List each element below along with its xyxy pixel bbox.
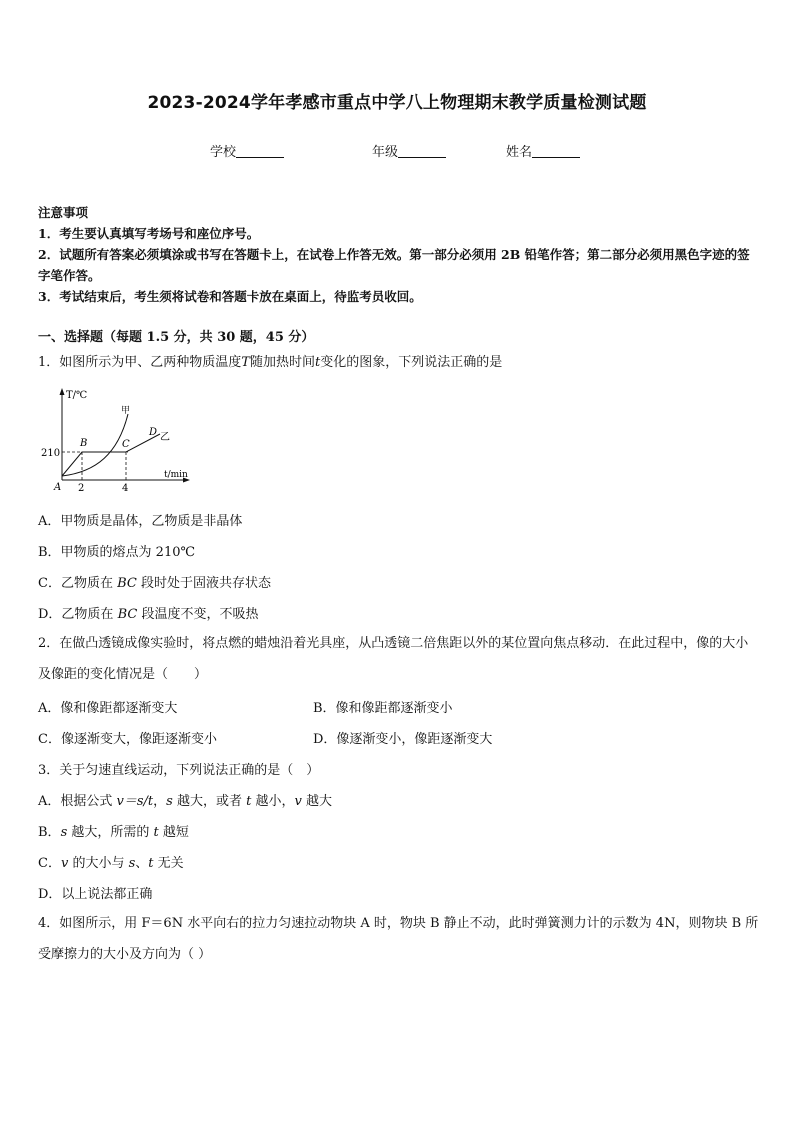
- q3-option-b[interactable]: [38, 821, 189, 840]
- option-formula: v＝s/t: [116, 794, 154, 809]
- q1-option-a[interactable]: A．甲物质是晶体，乙物质是非晶体: [38, 514, 243, 529]
- q2-option-b[interactable]: B．像和像距都逐渐变小: [313, 701, 453, 716]
- q1-graph: [36, 384, 206, 496]
- option-text: C．乙物质在: [38, 576, 118, 591]
- q1-option-b[interactable]: B．甲物质的熔点为 210℃: [38, 545, 196, 560]
- option-text: A．根据公式: [38, 794, 117, 809]
- name-label: 姓名: [506, 145, 533, 160]
- x-tick-2: 2: [78, 483, 85, 494]
- page-title: 2023-2024学年孝感市重点中学八上物理期末教学质量检测试题: [147, 93, 647, 113]
- q1-stem-symbol: T: [241, 355, 250, 370]
- option-symbol: BC: [117, 576, 137, 591]
- q3-option-a[interactable]: [38, 790, 332, 809]
- option-text: D．乙物质在: [38, 607, 118, 622]
- option-text: 段时处于固液共存状态: [136, 576, 271, 591]
- y-tick-210: 210: [41, 448, 61, 459]
- q3-option-d[interactable]: D．以上说法都正确: [38, 887, 153, 902]
- school-blank: [236, 145, 284, 158]
- y-axis-arrow: [60, 388, 65, 395]
- q1-stem-part: 变化的图象，下列说法正确的是: [320, 355, 503, 370]
- option-symbol: v: [60, 856, 69, 871]
- notes-heading: 注意事项: [38, 205, 89, 220]
- label-yi: 乙: [160, 432, 170, 443]
- section-heading: 一、选择题（每题 1.5 分，共 30 题，45 分）: [38, 330, 315, 345]
- option-text: 越大，所需的: [67, 825, 154, 840]
- option-symbol: v: [294, 794, 302, 809]
- q1-option-c[interactable]: [38, 572, 271, 591]
- q1-stem-symbol: t: [314, 355, 321, 370]
- q3-option-c[interactable]: [38, 852, 184, 871]
- question-3-stem: 3．关于匀速直线运动，下列说法正确的是（ ）: [38, 763, 320, 778]
- curve-yi: [62, 434, 160, 476]
- y-axis-label: T/℃: [66, 390, 88, 401]
- x-axis-label: t/min: [164, 470, 188, 480]
- option-symbol: t: [153, 825, 159, 840]
- notes-block: [38, 202, 758, 307]
- name-field: [506, 141, 580, 160]
- option-text: 越大，或者: [172, 794, 247, 809]
- point-d-label: D: [149, 427, 158, 438]
- label-jia: 甲: [121, 406, 131, 416]
- school-label: 学校: [210, 145, 237, 160]
- option-text: 段温度不变，不吸热: [137, 607, 259, 622]
- option-symbol: s: [60, 825, 68, 840]
- option-symbol: BC: [117, 607, 138, 622]
- notes-item: 2．试题所有答案必须填涂或书写在答题卡上，在试卷上作答无效。第一部分必须用 2B 铅笔作答；第二部分必须用黑色字迹的签字笔作答。: [38, 247, 750, 283]
- q2-option-a[interactable]: A．像和像距都逐渐变大: [38, 701, 178, 716]
- point-c-label: C: [122, 439, 130, 450]
- option-text: ，: [153, 794, 167, 809]
- q2-option-c[interactable]: C．像逐渐变大，像距逐渐变小: [38, 732, 217, 747]
- q1-option-d[interactable]: [38, 603, 258, 622]
- point-a-label: A: [54, 482, 62, 493]
- notes-item: 1．考生要认真填写考场号和座位序号。: [38, 226, 260, 241]
- notes-item: 3．考试结束后，考生须将试卷和答题卡放在桌面上，待监考员收回。: [38, 289, 422, 304]
- name-blank: [532, 145, 580, 158]
- option-symbol: t: [246, 794, 252, 809]
- question-1-stem: [38, 347, 760, 378]
- option-text: 、: [135, 856, 149, 871]
- curve-jia: [62, 414, 128, 476]
- option-text: B．: [38, 825, 61, 840]
- grade-label: 年级: [372, 145, 399, 160]
- option-text: 无关: [153, 856, 184, 871]
- q1-stem-part: 1．如图所示为甲、乙两种物质温度: [38, 355, 242, 370]
- option-text: C．: [38, 856, 61, 871]
- option-symbol: s: [128, 856, 136, 871]
- option-text: 越小，: [251, 794, 295, 809]
- q2-option-d[interactable]: D．像逐渐变小，像距逐渐变大: [313, 732, 493, 747]
- option-symbol: t: [148, 856, 154, 871]
- option-text: 的大小与: [68, 856, 129, 871]
- option-text: 越大: [301, 794, 332, 809]
- option-text: 越短: [158, 825, 189, 840]
- q1-stem-part: 随加热时间: [249, 355, 315, 370]
- school-field: [210, 141, 284, 160]
- grade-blank: [398, 145, 446, 158]
- grade-field: [372, 141, 446, 160]
- option-symbol: s: [166, 794, 173, 809]
- question-2-stem: 2．在做凸透镜成像实验时，将点燃的蜡烛沿着光具座，从凸透镜二倍焦距以外的某位置向焦点移动．在此过程中，像的大小及像距的变化情况是（ ）: [38, 636, 749, 682]
- x-tick-4: 4: [122, 483, 129, 494]
- question-4-stem: 4．如图所示，用 F＝6N 水平向右的拉力匀速拉动物块 A 时，物块 B 静止不动，此时弹簧测力计的示数为 4N，则物块 B 所受摩擦力的大小及方向为（ ）: [38, 916, 759, 962]
- point-b-label: B: [80, 438, 88, 449]
